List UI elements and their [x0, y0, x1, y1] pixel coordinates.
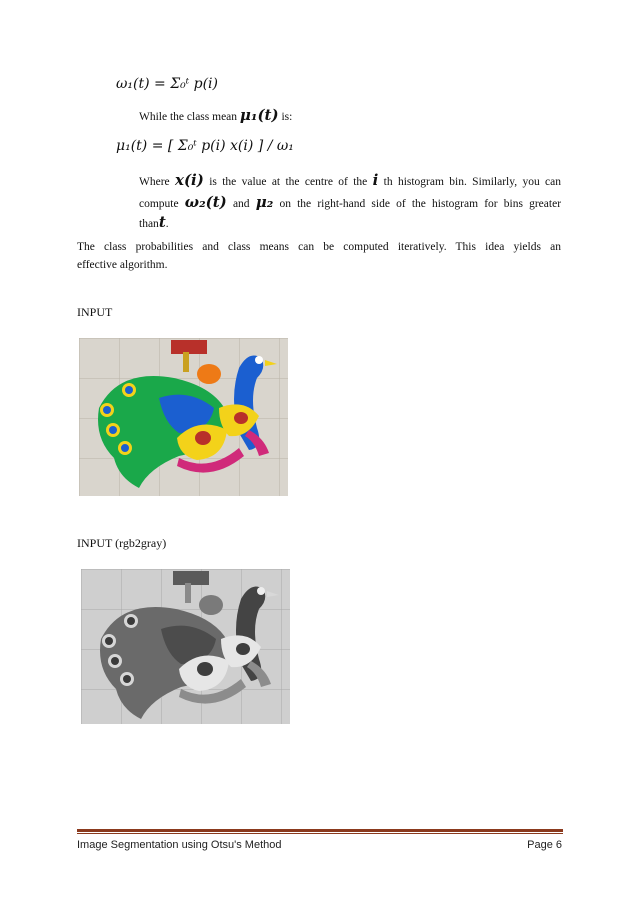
period-text: .	[165, 218, 169, 230]
centre-text: is the value at the centre of the	[209, 176, 368, 188]
color-rangoli-graphic	[79, 338, 288, 496]
where-line-2	[139, 193, 561, 214]
page-number: Page 6	[527, 839, 562, 851]
i-symbol: i	[372, 171, 379, 189]
x-i-symbol: x(i)	[175, 171, 204, 189]
and-text: and	[232, 198, 250, 210]
omega2-symbol: ω₂(t)	[184, 193, 227, 211]
input-label: INPUT	[77, 305, 113, 319]
where-line-3	[139, 213, 169, 234]
footer-rule-thin	[77, 833, 563, 834]
mu1-symbol: μ₁(t)	[239, 106, 279, 124]
where-line-1	[139, 171, 561, 192]
footer-title: Image Segmentation using Otsu's Method	[77, 839, 282, 851]
right-hand-text: on the right-hand side of the histogram for bins greater	[279, 198, 562, 210]
iterative-line-1: The class probabilities and class means can be computed iteratively. This idea yields an	[77, 241, 561, 253]
histogram-bin-text: th histogram bin. Similarly, you can	[383, 176, 562, 188]
t-symbol: t	[158, 213, 166, 231]
equation-mu1	[116, 138, 294, 154]
iterative-line-2: effective algorithm.	[77, 259, 168, 271]
where-text: Where	[139, 176, 170, 188]
gray-rangoli-graphic	[81, 569, 290, 724]
omega1-formula: ω₁(t) = Σ₀ᵗ p(i)	[116, 76, 218, 92]
than-text: than	[139, 218, 159, 230]
input-gray-label: INPUT (rgb2gray)	[77, 536, 167, 550]
input-color-image	[79, 338, 288, 496]
input-gray-image	[81, 569, 290, 724]
compute-text: compute	[139, 198, 179, 210]
equation-omega1	[116, 76, 218, 92]
footer-rule-thick	[77, 829, 563, 832]
class-mean-text: While the class mean	[139, 111, 238, 123]
mu1-formula: μ₁(t) = [ Σ₀ᵗ p(i) x(i) ] / ω₁	[116, 138, 294, 154]
class-mean-intro	[139, 106, 292, 127]
class-mean-is: is:	[281, 111, 293, 123]
mu2-symbol: μ₂	[255, 193, 274, 211]
